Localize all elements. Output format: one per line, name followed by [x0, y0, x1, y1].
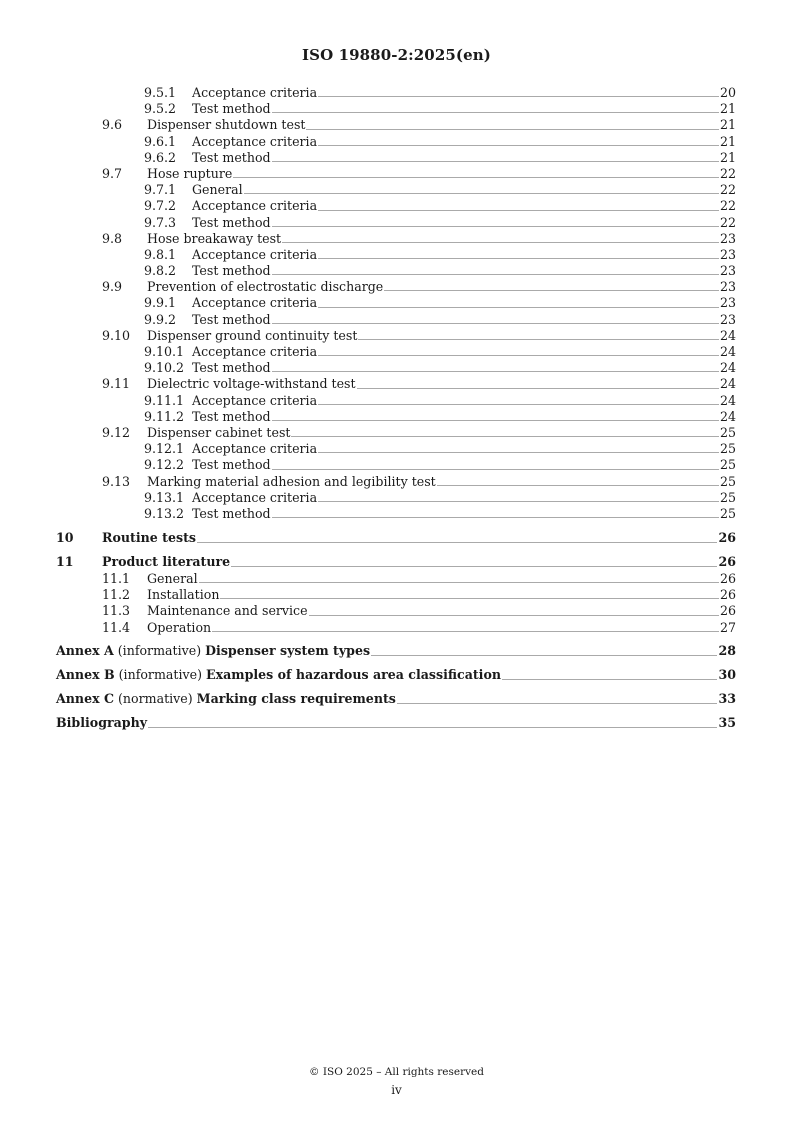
- toc-entry-page: 28: [718, 642, 736, 658]
- dot-leader: [272, 420, 719, 421]
- toc-entry-page: 23: [719, 311, 736, 327]
- toc-entry-title: Test method: [192, 505, 271, 521]
- toc-entry-9-9[interactable]: [56, 279, 736, 295]
- toc-entry-page: 24: [719, 392, 736, 408]
- toc-entry-title: Acceptance criteria: [192, 85, 318, 100]
- toc-entry-title: Acceptance criteria: [192, 441, 318, 457]
- toc-entry-11-4[interactable]: [56, 620, 736, 636]
- toc-entry-title: Dispenser ground continuity test: [147, 327, 358, 343]
- toc-entry-title: Test method: [192, 263, 271, 279]
- toc-entry-9-9-2[interactable]: [56, 312, 736, 328]
- toc-entry-9-10-2[interactable]: [56, 360, 736, 376]
- toc-entry-number: 9.6: [102, 117, 123, 133]
- toc-entry-9-6[interactable]: [56, 117, 736, 133]
- toc-entry-page: 25: [719, 473, 736, 489]
- toc-entry-page: 22: [719, 214, 736, 230]
- dot-leader: [282, 242, 719, 243]
- toc-entry-title: Maintenance and service: [147, 603, 308, 619]
- toc-entry-11-3[interactable]: [56, 603, 736, 619]
- toc-entry-9-5-2[interactable]: [56, 101, 736, 117]
- toc-entry-number: 9.5.2: [144, 101, 177, 117]
- toc-entry-title: Acceptance criteria: [192, 198, 318, 214]
- toc-entry-11-1[interactable]: [56, 571, 736, 587]
- dot-leader: [272, 323, 719, 324]
- toc-entry-page: 26: [718, 530, 736, 546]
- toc-entry-page: 21: [719, 101, 736, 117]
- toc-entry-number: 11.2: [102, 587, 131, 603]
- dot-leader: [272, 161, 719, 162]
- toc-entry-title: Acceptance criteria: [192, 133, 318, 149]
- toc-entry-page: 30: [718, 666, 736, 682]
- toc-entry-page: 24: [719, 344, 736, 359]
- toc-entry-number: 9.7.2: [144, 198, 177, 214]
- dot-leader: [437, 485, 719, 486]
- toc-entry-title: Test method: [192, 311, 271, 327]
- dot-leader: [220, 598, 719, 599]
- dot-leader: [318, 404, 719, 405]
- toc-entry-number: 9.12.2: [144, 457, 185, 473]
- toc-entry-number: 11.4: [102, 619, 131, 635]
- toc-entry-number: 9.12: [102, 424, 131, 440]
- dot-leader: [318, 96, 719, 97]
- toc-entry-9-10[interactable]: [56, 328, 736, 344]
- toc-entry-9-11-2[interactable]: [56, 409, 736, 425]
- toc-entry-number: 9.13: [102, 473, 131, 489]
- toc-entry-title: Bibliography: [56, 714, 148, 730]
- toc-entry-number: 9.10.2: [144, 360, 185, 376]
- toc-entry-9-8-1[interactable]: [56, 247, 736, 263]
- toc-entry-annex-b[interactable]: [56, 666, 736, 684]
- toc-entry-title: Dispenser shutdown test: [147, 117, 306, 133]
- dot-leader: [358, 339, 719, 340]
- toc-entry-number: 11.1: [102, 571, 131, 587]
- toc-entry-9-7-1[interactable]: [56, 182, 736, 198]
- toc-entry-10[interactable]: [56, 529, 736, 547]
- copyright-notice: © ISO 2025 – All rights reserved: [309, 1066, 484, 1078]
- toc-entry-11[interactable]: [56, 553, 736, 571]
- toc-entry-number: 9.13.1: [144, 489, 185, 505]
- toc-entry-9-6-1[interactable]: [56, 134, 736, 150]
- toc-entry-number: 10: [56, 530, 74, 546]
- dot-leader: [231, 566, 717, 567]
- toc-entry-number: 9.7.3: [144, 214, 177, 230]
- dot-leader: [272, 371, 719, 372]
- annex-label: Annex B: [56, 666, 115, 682]
- toc-entry-9-11[interactable]: [56, 376, 736, 392]
- document-header: ISO 19880-2:2025(en): [302, 46, 491, 64]
- toc-entry-9-13-2[interactable]: [56, 506, 736, 522]
- toc-entry-number: 9.13.2: [144, 505, 185, 521]
- toc-entry-9-8-2[interactable]: [56, 263, 736, 279]
- toc-entry-page: 21: [719, 117, 736, 133]
- table-of-contents: [56, 85, 736, 732]
- toc-entry-annex-a[interactable]: [56, 642, 736, 660]
- toc-entry-page: 23: [719, 279, 736, 295]
- toc-entry-page: 26: [719, 603, 736, 619]
- toc-entry-number: 9.12.1: [144, 441, 185, 457]
- dot-leader: [272, 469, 719, 470]
- toc-entry-title: Product literature: [102, 554, 231, 570]
- dot-leader: [318, 210, 719, 211]
- toc-entry-title: Examples of hazardous area classification: [205, 666, 502, 682]
- dot-leader: [272, 226, 719, 227]
- toc-entry-title: Acceptance criteria: [192, 344, 318, 359]
- dot-leader: [291, 436, 718, 437]
- dot-leader: [212, 631, 719, 632]
- dot-leader: [272, 274, 719, 275]
- dot-leader: [318, 452, 719, 453]
- toc-entry-page: 21: [719, 149, 736, 165]
- toc-entry-title: Test method: [192, 457, 271, 473]
- toc-entry-number: 9.9: [102, 279, 123, 295]
- toc-entry-page: 23: [719, 230, 736, 246]
- toc-entry-page: 26: [718, 554, 736, 570]
- toc-entry-title: Test method: [192, 408, 271, 424]
- toc-entry-9-7-3[interactable]: [56, 215, 736, 231]
- toc-entry-number: 11.3: [102, 603, 131, 619]
- toc-entry-number: 9.11.1: [144, 392, 185, 408]
- dot-leader: [318, 355, 719, 356]
- toc-entry-page: 35: [718, 714, 736, 730]
- toc-entry-9-6-2[interactable]: [56, 150, 736, 166]
- toc-entry-number: 9.5.1: [144, 85, 177, 100]
- toc-entry-11-2[interactable]: [56, 587, 736, 603]
- toc-entry-page: 24: [719, 376, 736, 392]
- annex-label: Annex C: [56, 690, 115, 706]
- toc-entry-page: 24: [719, 327, 736, 343]
- toc-entry-number: 9.7.1: [144, 182, 177, 198]
- toc-entry-9-9-1[interactable]: [56, 295, 736, 311]
- toc-entry-page: 33: [718, 690, 736, 706]
- dot-leader: [233, 177, 719, 178]
- toc-entry-title: Test method: [192, 149, 271, 165]
- toc-entry-title: Test method: [192, 360, 271, 376]
- toc-entry-page: 23: [719, 246, 736, 262]
- toc-entry-number: 9.10.1: [144, 344, 185, 359]
- toc-entry-page: 23: [719, 263, 736, 279]
- toc-entry-title: Marking class requirements: [196, 690, 396, 706]
- dot-leader: [502, 679, 717, 680]
- toc-entry-title: Acceptance criteria: [192, 246, 318, 262]
- toc-entry-page: 20: [719, 85, 736, 100]
- toc-entry-page: 25: [719, 505, 736, 521]
- toc-entry-title: Marking material adhesion and legibility test: [147, 473, 436, 489]
- toc-entry-page: 24: [719, 408, 736, 424]
- toc-entry-title: General: [192, 182, 243, 198]
- dot-leader: [384, 290, 719, 291]
- toc-entry-number: 9.9.2: [144, 311, 177, 327]
- dot-leader: [309, 615, 719, 616]
- toc-entry-page: 24: [719, 360, 736, 376]
- toc-entry-number: 9.11: [102, 376, 131, 392]
- toc-entry-title: Acceptance criteria: [192, 489, 318, 505]
- toc-entry-number: 9.8.2: [144, 263, 177, 279]
- dot-leader: [318, 145, 719, 146]
- dot-leader: [197, 542, 717, 543]
- toc-entry-number: 9.10: [102, 327, 131, 343]
- dot-leader: [148, 727, 717, 728]
- toc-entry-title: Hose breakaway test: [147, 230, 282, 246]
- toc-entry-title: Operation: [147, 619, 212, 635]
- toc-entry-number: 9.11.2: [144, 408, 185, 424]
- toc-entry-9-13-1[interactable]: [56, 490, 736, 506]
- toc-entry-page: 23: [719, 295, 736, 311]
- toc-entry-number: 9.6.2: [144, 149, 177, 165]
- toc-entry-title: Test method: [192, 101, 271, 117]
- toc-entry-page: 25: [719, 424, 736, 440]
- toc-entry-title: Prevention of electrostatic discharge: [147, 279, 384, 295]
- toc-entry-title: Installation: [147, 587, 220, 603]
- dot-leader: [199, 582, 719, 583]
- toc-entry-9-10-1[interactable]: [56, 344, 736, 360]
- toc-entry-title: Acceptance criteria: [192, 295, 318, 311]
- toc-entry-page: 22: [719, 165, 736, 181]
- page-number: iv: [391, 1083, 402, 1097]
- toc-entry-page: 25: [719, 457, 736, 473]
- toc-entry-9-11-1[interactable]: [56, 393, 736, 409]
- annex-label: Annex A: [56, 642, 114, 658]
- dot-leader: [397, 703, 718, 704]
- toc-entry-title: Dispenser system types: [205, 642, 371, 658]
- dot-leader: [371, 655, 717, 656]
- toc-entry-number: 9.6.1: [144, 133, 177, 149]
- toc-entry-title: Test method: [192, 214, 271, 230]
- annex-kind: (informative): [118, 666, 202, 682]
- dot-leader: [357, 388, 719, 389]
- toc-entry-9-12-1[interactable]: [56, 441, 736, 457]
- toc-entry-title: Routine tests: [102, 530, 197, 546]
- toc-entry-9-12[interactable]: [56, 425, 736, 441]
- toc-entry-page: 22: [719, 182, 736, 198]
- toc-entry-page: 26: [719, 571, 736, 587]
- toc-entry-number: 9.9.1: [144, 295, 177, 311]
- toc-entry-9-5-1[interactable]: [56, 85, 736, 101]
- toc-entry-annex-c[interactable]: [56, 690, 736, 708]
- toc-entry-9-13[interactable]: [56, 474, 736, 490]
- dot-leader: [272, 112, 719, 113]
- toc-entry-title: Dispenser cabinet test: [147, 424, 291, 440]
- toc-entry-page: 27: [719, 619, 736, 635]
- annex-kind: (informative): [117, 642, 202, 658]
- toc-entry-bibliography[interactable]: [56, 714, 736, 732]
- toc-entry-page: 21: [719, 133, 736, 149]
- dot-leader: [318, 307, 719, 308]
- toc-entry-title: Acceptance criteria: [192, 392, 318, 408]
- toc-entry-9-8[interactable]: [56, 231, 736, 247]
- toc-entry-title: Hose rupture: [147, 165, 233, 181]
- toc-entry-number: 9.8: [102, 230, 123, 246]
- toc-entry-number: 11: [56, 554, 74, 570]
- toc-entry-page: 25: [719, 441, 736, 457]
- toc-entry-9-7[interactable]: [56, 166, 736, 182]
- toc-entry-9-12-2[interactable]: [56, 457, 736, 473]
- toc-entry-title: Dielectric voltage-withstand test: [147, 376, 356, 392]
- dot-leader: [318, 258, 719, 259]
- dot-leader: [272, 517, 719, 518]
- dot-leader: [244, 193, 719, 194]
- toc-entry-number: 9.8.1: [144, 246, 177, 262]
- toc-entry-page: 25: [719, 489, 736, 505]
- toc-entry-page: 26: [719, 587, 736, 603]
- toc-entry-number: 9.7: [102, 165, 123, 181]
- toc-entry-page: 22: [719, 198, 736, 214]
- annex-kind: (normative): [118, 690, 193, 706]
- toc-entry-title: General: [147, 571, 198, 587]
- dot-leader: [318, 501, 719, 502]
- toc-entry-9-7-2[interactable]: [56, 198, 736, 214]
- dot-leader: [306, 129, 718, 130]
